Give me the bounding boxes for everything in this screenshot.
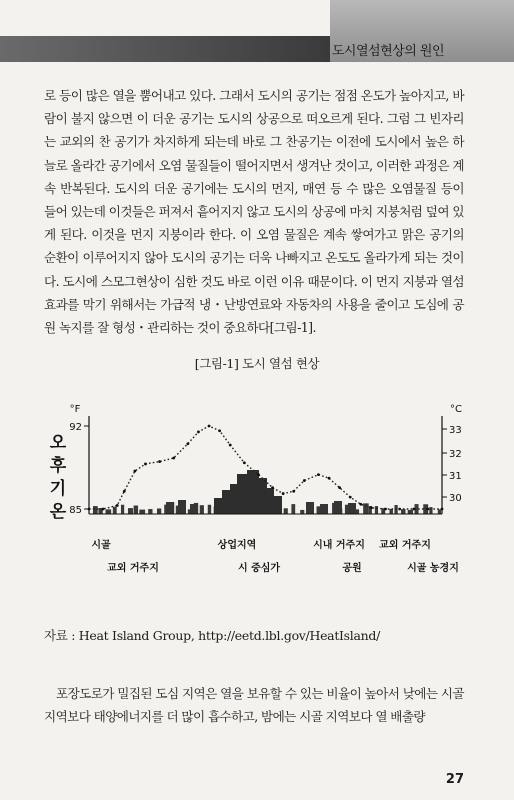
zone-label-upper: 교외 거주지 [107,563,159,574]
skyline-shape [429,507,432,514]
house [166,502,174,514]
running-header-title: 도시열섬현상의 원인 [331,44,444,59]
zone-label-upper: 시골 농경지 [407,563,459,574]
skyline-shape [113,507,117,514]
data-point [186,442,189,445]
skyline-shape [139,510,145,514]
skyline-shape [105,509,111,514]
skyline-shape [363,503,369,514]
building [237,474,247,514]
data-point [133,470,136,473]
data-point [197,431,200,434]
right-tick-label: 33 [449,425,462,436]
data-point [349,496,352,499]
heat-island-chart [44,396,468,606]
body-text-2 [44,682,464,728]
data-point [370,506,373,509]
skyline-shape [438,509,441,514]
skyline-shape [401,509,405,514]
header-bar [0,36,330,62]
paragraph-1: 로 등이 많은 열을 뿜어내고 있다. 그래서 도시의 공기는 점점 온도가 높아지고, 바람이 불지 않으면 이 더운 공기는 도시의 상공으로 떠오르게 된다. 그럼 그 빈자리는 교외의 찬 공기가 차지하게 되는데 바로 그 찬공기는 이전에 도시에서 높은 하늘로 올라간 공기에서 오염 물질들이 떨어지면서 생겨난 것이고, 이러한 과정은 계속 반복된다. 도시의 더운 공기에는 도시의 먼지, 매연 등 수 많은 오염물질 등이 들어 있는데 이것들은 퍼져서 흩어지지 않고 도시의 상공에 마치 지붕처럼 덮여 있게 된다. 이것을 먼지 지붕이라 한다. 이 오염 물질은 계속 쌓여가고 맑은 공기의 순환이 이루어지지 않아 도시의 공기는 더욱 나빠지고 온도도 올라가게 되는 것이다. 도시에 스모그현상이 심한 것도 바로 이런 이유 때문이다. 이 먼지 지붕과 열섬효과를 막기 위해서는 가급적 냉・난방연료와 자동차의 사용을 줄이고 도심에 공원 녹지를 잘 형성・관리하는 것이 중요하다[그림-1]. [44,88,464,336]
skyline-shape [375,506,378,514]
data-point [384,508,387,511]
data-point [292,490,295,493]
data-point [328,477,331,480]
figure-caption: [그림-1] 도시 열섬 현상 [194,356,320,371]
data-point [257,473,260,476]
body-text [44,84,464,339]
data-point [338,486,341,489]
skyline-shape [408,510,413,514]
left-unit-label: °F [69,404,81,415]
y-axis-title-char: 후 [49,456,67,476]
building [222,490,231,514]
y-axis-title-char: 온 [49,502,67,522]
city-skyline [93,470,441,514]
zone-label-lower: 상업지역 [217,540,257,551]
zone-label-upper: 시 중심가 [237,563,281,574]
zone-label-upper: 공원 [342,563,362,574]
data-point [102,508,105,511]
zone-label-lower: 교외 거주지 [379,540,431,551]
data-point [412,508,415,511]
skyline-shape [148,509,152,514]
data-point [229,444,232,447]
skyline-shape [128,508,133,514]
skyline-shape [134,506,138,514]
zone-label-lower: 시내 거주지 [313,540,365,551]
data-point [88,508,91,511]
house [178,500,186,514]
building [274,496,282,514]
skyline-shape [208,505,211,514]
data-point [303,479,306,482]
skyline-shape [291,504,295,514]
house [306,502,314,514]
data-point [123,490,126,493]
right-tick-label: 31 [449,471,462,482]
right-tick-label: 30 [449,493,462,504]
page-number: 27 [445,772,464,787]
skyline-shape [356,509,359,514]
paragraph-2: 포장도로가 밀집된 도심 지역은 열을 보유할 수 있는 비율이 높아서 낮에는 시골 지역보다 태양에너지를 더 많이 흡수하고, 밤에는 시골 지역보다 열 배출량 [44,686,464,725]
data-point [208,425,211,428]
y-axis-title-char: 기 [49,479,67,499]
house [190,504,198,514]
building [258,478,267,514]
data-point [243,461,246,464]
left-tick-label: 92 [69,422,82,433]
y-axis-title [50,433,67,522]
data-point [172,457,175,460]
data-point [158,460,161,463]
zone-label-lower: 시골 [91,540,111,551]
data-point [271,486,274,489]
building [230,484,238,514]
house [334,501,342,514]
data-point [317,473,320,476]
data-point [426,508,429,511]
skyline-shape [284,508,288,514]
data-point [282,492,285,495]
data-point [359,503,362,506]
right-tick-label: 32 [449,449,462,460]
skyline-shape [200,505,204,514]
skyline-shape [300,510,304,514]
figure-source: 자료 : Heat Island Group, http://eetd.lbl.gov/HeatIsland/ [44,628,381,643]
skyline-shape [157,508,161,514]
y-axis-title-char: 오 [49,433,67,453]
skyline-shape [121,505,124,514]
data-point [398,508,401,511]
building [247,470,259,514]
data-point [144,463,147,466]
left-tick-label: 85 [69,505,82,516]
skyline-shape [93,506,98,514]
house [348,503,356,514]
data-point [441,508,444,511]
data-point [218,429,221,432]
right-unit-label: °C [450,404,462,415]
data-point [116,504,119,507]
house [320,504,328,514]
building [266,488,274,514]
